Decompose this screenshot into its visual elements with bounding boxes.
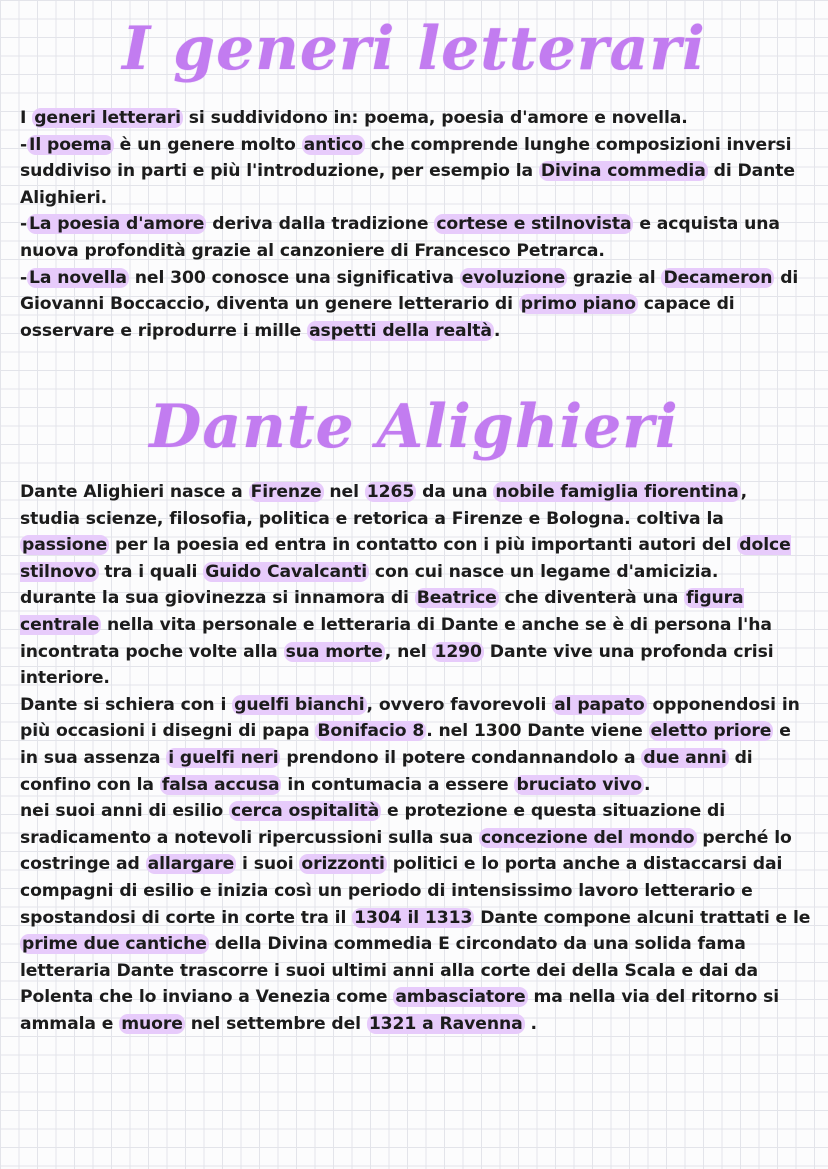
text-segment: è un genere molto	[113, 134, 302, 155]
highlighted-text: La novella	[29, 267, 127, 288]
text-segment: -	[20, 134, 28, 155]
highlighted-text: concezione del mondo	[480, 827, 695, 848]
text-segment: -	[20, 214, 28, 235]
text-segment: .	[524, 1013, 537, 1034]
text-segment: da una	[416, 482, 494, 502]
text-segment: .	[493, 320, 501, 341]
text-segment: con cui nasce un legame d'amicizia.	[369, 561, 719, 582]
text-segment: della Divina commedia E circondato da una solida fama letteraria Dante trascorre i suoi ultimi anni alla corte dei della Scala e dai da Polenta che lo inviano a Venezia come	[20, 934, 759, 1008]
highlighted-text: bruciato vivo	[516, 774, 642, 795]
text-segment: e in sua assenza	[20, 721, 791, 768]
text-segment: che comprende lunghe composizioni inversi suddiviso in parti e più l'introduzione, per esempio la	[20, 134, 792, 182]
text-segment: -	[20, 267, 28, 288]
text-segment: in contumacia a essere	[281, 774, 515, 795]
highlighted-text: orizzonti	[301, 854, 385, 875]
text-segment: nel 300 conosce una significativa	[128, 267, 460, 288]
highlighted-text: La poesia d'amore	[29, 214, 205, 235]
page-title: I generi letterari	[122, 14, 706, 84]
generi-section	[20, 105, 812, 344]
highlighted-text: Guido Cavalcanti	[205, 561, 368, 582]
highlighted-text: cerca ospitalità	[231, 801, 380, 822]
text-segment: , nel	[384, 641, 433, 662]
dante-section	[20, 479, 812, 1037]
highlighted-text: 1290	[434, 641, 482, 662]
text-segment: opponendosi in più occasioni i disegni di papa	[20, 694, 800, 742]
text-segment: , ovvero favorevoli	[366, 694, 553, 715]
highlighted-text: generi letterari	[34, 108, 181, 128]
text-segment: perché lo costringe ad	[20, 827, 792, 875]
highlighted-text: i guelfi neri	[168, 747, 279, 768]
text-segment: . nel 1300 Dante viene	[426, 721, 649, 742]
paragraph	[20, 211, 812, 264]
paragraph	[20, 479, 812, 585]
text-segment: tra i quali	[98, 561, 204, 582]
highlighted-text: 1265	[366, 482, 415, 502]
text-segment: di Dante Alighieri.	[20, 161, 795, 208]
text-segment: deriva dalla tradizione	[206, 214, 435, 235]
highlighted-text: evoluzione	[461, 267, 566, 288]
text-segment: politici e lo porta anche a distaccarsi dai compagni di esilio e inizia così un periodo di intensissimo lavoro letterario e spostandosi di corte in corte tra il	[20, 854, 783, 928]
highlighted-text: 1321 a Ravenna	[368, 1013, 523, 1034]
paragraph	[20, 798, 812, 1037]
paragraph	[20, 105, 812, 132]
highlighted-text: primo piano	[520, 294, 636, 315]
highlighted-text: eletto priore	[650, 721, 772, 742]
text-segment: si suddividono in: poema, poesia d'amore e novella.	[182, 108, 688, 128]
highlighted-text: Bonifacio 8	[317, 721, 425, 742]
text-segment: Dante Alighieri nasce a	[20, 482, 249, 502]
highlighted-text: dolce stilnovo	[20, 535, 791, 582]
highlighted-text: cortese e stilnovista	[436, 214, 632, 235]
text-segment: di confino con la	[20, 747, 753, 795]
paragraph	[20, 132, 812, 212]
text-segment: ma nella via del ritorno si ammala e	[20, 987, 780, 1034]
highlighted-text: antico	[303, 134, 363, 155]
highlighted-text: Il poema	[29, 134, 112, 155]
text-segment: nel	[323, 482, 365, 502]
text-segment: capace di osservare e riprodurre i mille	[20, 294, 735, 341]
text-segment: di Giovanni Boccaccio, diventa un genere letterario di	[20, 267, 799, 315]
highlighted-text: muore	[121, 1013, 183, 1034]
text-segment: Dante vive una profonda crisi interiore.	[20, 641, 774, 689]
text-segment: Dante si schiera con i	[20, 694, 233, 715]
text-segment: nel settembre del	[184, 1013, 367, 1034]
highlighted-text: guelfi bianchi	[234, 694, 365, 715]
highlighted-text: al papato	[554, 694, 645, 715]
paragraph	[20, 585, 812, 691]
highlighted-text: Firenze	[250, 482, 322, 502]
highlighted-text: due anni	[643, 747, 727, 768]
highlighted-text: Decameron	[663, 267, 773, 288]
text-segment: e protezione e questa situazione di sradicamento a notevoli ripercussioni sulla sua	[20, 801, 726, 848]
text-segment: I	[20, 108, 33, 128]
highlighted-text: passione	[22, 535, 108, 556]
text-segment: durante la sua giovinezza si innamora di	[20, 588, 415, 609]
highlighted-text: sua morte	[285, 641, 383, 662]
highlighted-text: nobile famiglia fiorentina	[495, 482, 739, 502]
text-segment: grazie al	[567, 267, 662, 288]
text-segment: Dante compone alcuni trattati e le	[474, 907, 811, 928]
highlighted-text: prime due cantiche	[22, 934, 207, 955]
paragraph	[20, 265, 812, 345]
highlighted-text: 1304 il 1313	[354, 907, 473, 928]
highlighted-text: aspetti della realtà	[309, 320, 492, 341]
highlighted-text: ambasciatore	[395, 987, 526, 1008]
highlighted-text: Beatrice	[416, 588, 497, 609]
text-segment: e acquista una nuova profondità grazie al canzoniere di Francesco Petrarca.	[20, 214, 780, 261]
highlighted-text: allargare	[147, 854, 235, 875]
text-segment: nei suoi anni di esilio	[20, 801, 229, 822]
text-segment: .	[644, 774, 651, 795]
paragraph	[20, 692, 812, 798]
highlighted-text: falsa accusa	[161, 774, 280, 795]
text-segment: , studia scienze, filosofia, politica e retorica a Firenze e Bologna. coltiva la	[20, 482, 748, 529]
text-segment: nella vita personale e letteraria di Dante e anche se è di persona l'ha incontrata poche volte alla	[20, 614, 772, 662]
text-segment: per la poesia ed entra in contatto con i più importanti autori del	[109, 535, 738, 556]
section-title-dante: Dante Alighieri	[149, 392, 679, 462]
text-segment: prendono il potere condannandolo a	[280, 747, 642, 768]
text-segment: i suoi	[236, 854, 300, 875]
highlighted-text: figura centrale	[20, 588, 744, 635]
highlighted-text: Divina commedia	[540, 161, 706, 182]
text-segment: che diventerà una	[498, 588, 685, 609]
